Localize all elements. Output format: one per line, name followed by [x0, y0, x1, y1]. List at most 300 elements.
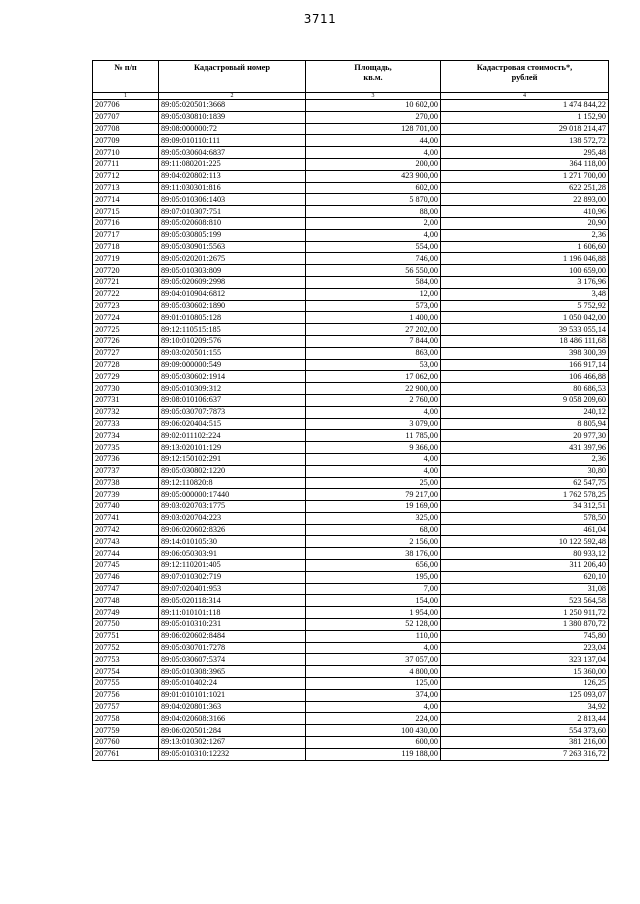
table-row [93, 571, 609, 583]
cadastral-number: 89:05:010309:312 [159, 383, 306, 395]
cadastral-value: 138 572,72 [441, 135, 609, 147]
table-row [93, 689, 609, 701]
row-index: 207711 [93, 158, 159, 170]
column-number-row [93, 93, 609, 100]
table-row [93, 536, 609, 548]
area-value: 119 188,00 [306, 748, 441, 760]
cadastral-number: 89:07:020401:953 [159, 583, 306, 595]
row-index: 207733 [93, 418, 159, 430]
cadastral-value: 2,36 [441, 453, 609, 465]
cadastral-number: 89:12:110820:8 [159, 477, 306, 489]
cadastral-number: 89:12:150102:291 [159, 453, 306, 465]
area-value: 9 366,00 [306, 442, 441, 454]
header-value-label: Кадастровая стоимость*, [476, 63, 573, 72]
cadastral-number: 89:07:010302:719 [159, 571, 306, 583]
cadastral-number: 89:05:020201:2675 [159, 253, 306, 265]
area-value: 154,00 [306, 595, 441, 607]
area-value: 554,00 [306, 241, 441, 253]
table-row [93, 135, 609, 147]
cadastral-number: 89:05:000000:17440 [159, 489, 306, 501]
cadastral-value: 125 093,07 [441, 689, 609, 701]
cadastral-number: 89:04:020608:3166 [159, 713, 306, 725]
table-row [93, 206, 609, 218]
cadastral-value: 7 263 316,72 [441, 748, 609, 760]
row-index: 207722 [93, 288, 159, 300]
cadastral-value: 364 118,00 [441, 158, 609, 170]
header-row [93, 61, 609, 93]
area-value: 7 844,00 [306, 335, 441, 347]
area-value: 863,00 [306, 347, 441, 359]
row-index: 207755 [93, 678, 159, 690]
table-row [93, 253, 609, 265]
table-row [93, 642, 609, 654]
cadastral-value-table [92, 60, 609, 761]
table-row [93, 383, 609, 395]
table-row [93, 701, 609, 713]
table-row [93, 335, 609, 347]
table-row [93, 100, 609, 112]
row-index: 207736 [93, 453, 159, 465]
table-row [93, 288, 609, 300]
page-number: 3711 [303, 12, 337, 26]
area-value: 4,00 [306, 701, 441, 713]
cadastral-value: 620,10 [441, 571, 609, 583]
cadastral-value: 745,80 [441, 630, 609, 642]
row-index: 207707 [93, 111, 159, 123]
cadastral-number: 89:05:020608:810 [159, 217, 306, 229]
cadastral-value: 9 058 209,60 [441, 394, 609, 406]
column-number: 2 [159, 93, 306, 100]
area-value: 22 900,00 [306, 383, 441, 395]
table-row [93, 678, 609, 690]
row-index: 207715 [93, 206, 159, 218]
area-value: 56 550,00 [306, 265, 441, 277]
table-row [93, 619, 609, 631]
table-row [93, 713, 609, 725]
table-row [93, 548, 609, 560]
area-value: 27 202,00 [306, 324, 441, 336]
cadastral-number: 89:06:020501:284 [159, 725, 306, 737]
row-index: 207714 [93, 194, 159, 206]
row-index: 207720 [93, 265, 159, 277]
table-row [93, 583, 609, 595]
cadastral-value: 2,36 [441, 229, 609, 241]
area-value: 1 400,00 [306, 312, 441, 324]
table-row [93, 147, 609, 159]
area-value: 17 062,00 [306, 371, 441, 383]
cadastral-value: 578,50 [441, 512, 609, 524]
column-number: 3 [306, 93, 441, 100]
cadastral-value: 80 933,12 [441, 548, 609, 560]
cadastral-number: 89:06:020404:515 [159, 418, 306, 430]
row-index: 207731 [93, 394, 159, 406]
cadastral-number: 89:05:030701:7278 [159, 642, 306, 654]
area-value: 100 430,00 [306, 725, 441, 737]
table-header [93, 61, 609, 100]
area-value: 53,00 [306, 359, 441, 371]
cadastral-value: 1 762 578,25 [441, 489, 609, 501]
table-row [93, 477, 609, 489]
row-index: 207730 [93, 383, 159, 395]
cadastral-value: 1 380 870,72 [441, 619, 609, 631]
area-value: 79 217,00 [306, 489, 441, 501]
area-value: 423 900,00 [306, 170, 441, 182]
cadastral-number: 89:11:010101:118 [159, 607, 306, 619]
area-value: 374,00 [306, 689, 441, 701]
cadastral-value: 80 686,53 [441, 383, 609, 395]
cadastral-number: 89:05:030602:1890 [159, 300, 306, 312]
header-area [306, 61, 441, 93]
cadastral-number: 89:04:010904:6812 [159, 288, 306, 300]
area-value: 200,00 [306, 158, 441, 170]
cadastral-value: 1 152,90 [441, 111, 609, 123]
header-value-unit: рублей [511, 73, 538, 82]
area-value: 4,00 [306, 642, 441, 654]
cadastral-number: 89:06:020602:8326 [159, 524, 306, 536]
row-index: 207721 [93, 276, 159, 288]
table-row [93, 595, 609, 607]
cadastral-value: 30,80 [441, 465, 609, 477]
cadastral-value: 295,48 [441, 147, 609, 159]
cadastral-value: 2 813,44 [441, 713, 609, 725]
cadastral-value: 1 050 042,00 [441, 312, 609, 324]
area-value: 128 701,00 [306, 123, 441, 135]
cadastral-number: 89:06:050303:91 [159, 548, 306, 560]
table-row [93, 430, 609, 442]
cadastral-number: 89:03:020501:155 [159, 347, 306, 359]
cadastral-value: 106 466,88 [441, 371, 609, 383]
table-row [93, 501, 609, 513]
cadastral-value: 1 474 844,22 [441, 100, 609, 112]
cadastral-value: 8 805,94 [441, 418, 609, 430]
area-value: 4,00 [306, 229, 441, 241]
row-index: 207732 [93, 406, 159, 418]
row-index: 207740 [93, 501, 159, 513]
area-value: 25,00 [306, 477, 441, 489]
table-row [93, 524, 609, 536]
cadastral-number: 89:07:010307:751 [159, 206, 306, 218]
area-value: 573,00 [306, 300, 441, 312]
row-index: 207754 [93, 666, 159, 678]
row-index: 207719 [93, 253, 159, 265]
header-index-label: № п/п [114, 63, 137, 72]
area-value: 125,00 [306, 678, 441, 690]
cadastral-value: 18 486 111,68 [441, 335, 609, 347]
area-value: 5 870,00 [306, 194, 441, 206]
cadastral-number: 89:05:020501:3668 [159, 100, 306, 112]
cadastral-value: 622 251,28 [441, 182, 609, 194]
table-row [93, 666, 609, 678]
cadastral-number: 89:08:010106:637 [159, 394, 306, 406]
row-index: 207756 [93, 689, 159, 701]
area-value: 4,00 [306, 465, 441, 477]
table-row [93, 406, 609, 418]
table-row [93, 158, 609, 170]
area-value: 4,00 [306, 147, 441, 159]
area-value: 19 169,00 [306, 501, 441, 513]
cadastral-value: 381 216,00 [441, 737, 609, 749]
cadastral-number: 89:03:020703:1775 [159, 501, 306, 513]
area-value: 11 785,00 [306, 430, 441, 442]
table-row [93, 560, 609, 572]
cadastral-value: 523 564,58 [441, 595, 609, 607]
row-index: 207760 [93, 737, 159, 749]
row-index: 207717 [93, 229, 159, 241]
row-index: 207751 [93, 630, 159, 642]
row-index: 207761 [93, 748, 159, 760]
cadastral-value: 34,92 [441, 701, 609, 713]
column-number: 4 [441, 93, 609, 100]
table-body [93, 100, 609, 761]
cadastral-number: 89:11:030301:816 [159, 182, 306, 194]
cadastral-value: 554 373,60 [441, 725, 609, 737]
area-value: 224,00 [306, 713, 441, 725]
cadastral-number: 89:05:030602:1914 [159, 371, 306, 383]
cadastral-value: 461,04 [441, 524, 609, 536]
cadastral-number: 89:10:010209:576 [159, 335, 306, 347]
row-index: 207753 [93, 654, 159, 666]
cadastral-number: 89:03:020704:223 [159, 512, 306, 524]
area-value: 4,00 [306, 453, 441, 465]
row-index: 207746 [93, 571, 159, 583]
cadastral-number: 89:08:000000:72 [159, 123, 306, 135]
area-value: 88,00 [306, 206, 441, 218]
table-row [93, 394, 609, 406]
cadastral-number: 89:01:010805:128 [159, 312, 306, 324]
cadastral-number: 89:05:030901:5563 [159, 241, 306, 253]
row-index: 207727 [93, 347, 159, 359]
row-index: 207743 [93, 536, 159, 548]
row-index: 207758 [93, 713, 159, 725]
cadastral-number: 89:11:080201:225 [159, 158, 306, 170]
cadastral-value: 1 250 911,72 [441, 607, 609, 619]
area-value: 584,00 [306, 276, 441, 288]
table-row [93, 630, 609, 642]
cadastral-number: 89:01:010101:1021 [159, 689, 306, 701]
area-value: 2 156,00 [306, 536, 441, 548]
row-index: 207752 [93, 642, 159, 654]
table-row [93, 312, 609, 324]
table-row [93, 512, 609, 524]
table-row [93, 607, 609, 619]
header-cadastral-number-label: Кадастровый номер [193, 63, 271, 72]
area-value: 38 176,00 [306, 548, 441, 560]
row-index: 207713 [93, 182, 159, 194]
area-value: 37 057,00 [306, 654, 441, 666]
row-index: 207716 [93, 217, 159, 229]
cadastral-value: 410,96 [441, 206, 609, 218]
cadastral-number: 89:05:030802:1220 [159, 465, 306, 477]
table-row [93, 371, 609, 383]
cadastral-number: 89:09:000000:549 [159, 359, 306, 371]
row-index: 207709 [93, 135, 159, 147]
table-row [93, 489, 609, 501]
cadastral-number: 89:12:110515:185 [159, 324, 306, 336]
table-row [93, 725, 609, 737]
cadastral-value: 100 659,00 [441, 265, 609, 277]
row-index: 207742 [93, 524, 159, 536]
row-index: 207747 [93, 583, 159, 595]
row-index: 207750 [93, 619, 159, 631]
cadastral-value: 398 300,39 [441, 347, 609, 359]
cadastral-value: 15 360,00 [441, 666, 609, 678]
cadastral-value: 431 397,96 [441, 442, 609, 454]
cadastral-value: 39 533 055,14 [441, 324, 609, 336]
row-index: 207718 [93, 241, 159, 253]
cadastral-number: 89:05:010303:809 [159, 265, 306, 277]
table-row [93, 170, 609, 182]
cadastral-value: 223,04 [441, 642, 609, 654]
cadastral-number: 89:09:010110:111 [159, 135, 306, 147]
row-index: 207723 [93, 300, 159, 312]
row-index: 207706 [93, 100, 159, 112]
area-value: 1 954,00 [306, 607, 441, 619]
cadastral-value: 126,25 [441, 678, 609, 690]
cadastral-number: 89:13:010302:1267 [159, 737, 306, 749]
cadastral-number: 89:05:030707:7873 [159, 406, 306, 418]
row-index: 207738 [93, 477, 159, 489]
row-index: 207739 [93, 489, 159, 501]
cadastral-value: 3 176,96 [441, 276, 609, 288]
cadastral-value: 29 018 214,47 [441, 123, 609, 135]
cadastral-value: 1 606,60 [441, 241, 609, 253]
row-index: 207724 [93, 312, 159, 324]
table-row [93, 229, 609, 241]
cadastral-value: 31,08 [441, 583, 609, 595]
row-index: 207744 [93, 548, 159, 560]
header-cadastral-number [159, 61, 306, 93]
row-index: 207759 [93, 725, 159, 737]
row-index: 207729 [93, 371, 159, 383]
table-row [93, 359, 609, 371]
cadastral-number: 89:05:010310:231 [159, 619, 306, 631]
area-value: 44,00 [306, 135, 441, 147]
cadastral-number: 89:04:020801:363 [159, 701, 306, 713]
cadastral-value: 10 122 592,48 [441, 536, 609, 548]
cadastral-number: 89:05:030810:1839 [159, 111, 306, 123]
table-row [93, 418, 609, 430]
area-value: 600,00 [306, 737, 441, 749]
cadastral-number: 89:05:010308:3965 [159, 666, 306, 678]
table-row [93, 265, 609, 277]
area-value: 746,00 [306, 253, 441, 265]
area-value: 68,00 [306, 524, 441, 536]
header-index [93, 61, 159, 93]
cadastral-value: 62 547,75 [441, 477, 609, 489]
column-number: 1 [93, 93, 159, 100]
cadastral-value: 166 917,14 [441, 359, 609, 371]
area-value: 52 128,00 [306, 619, 441, 631]
cadastral-number: 89:02:011102:224 [159, 430, 306, 442]
table-row [93, 194, 609, 206]
area-value: 10 602,00 [306, 100, 441, 112]
cadastral-number: 89:05:020609:2998 [159, 276, 306, 288]
table-row [93, 300, 609, 312]
area-value: 7,00 [306, 583, 441, 595]
table-row [93, 347, 609, 359]
cadastral-value: 20 977,30 [441, 430, 609, 442]
cadastral-value: 323 137,04 [441, 654, 609, 666]
cadastral-number: 89:05:010310:12232 [159, 748, 306, 760]
table-row [93, 654, 609, 666]
area-value: 2 760,00 [306, 394, 441, 406]
cadastral-number: 89:05:030607:5374 [159, 654, 306, 666]
area-value: 110,00 [306, 630, 441, 642]
row-index: 207737 [93, 465, 159, 477]
cadastral-number: 89:14:010105:30 [159, 536, 306, 548]
cadastral-value: 240,12 [441, 406, 609, 418]
area-value: 4 800,00 [306, 666, 441, 678]
cadastral-number: 89:05:020118:314 [159, 595, 306, 607]
cadastral-number: 89:05:030604:6837 [159, 147, 306, 159]
cadastral-value: 1 271 700,00 [441, 170, 609, 182]
row-index: 207712 [93, 170, 159, 182]
cadastral-value: 1 196 046,88 [441, 253, 609, 265]
cadastral-number: 89:05:010306:1403 [159, 194, 306, 206]
cadastral-value: 20,90 [441, 217, 609, 229]
row-index: 207734 [93, 430, 159, 442]
row-index: 207710 [93, 147, 159, 159]
row-index: 207708 [93, 123, 159, 135]
cadastral-number: 89:05:030805:199 [159, 229, 306, 241]
table-row [93, 182, 609, 194]
table-row [93, 276, 609, 288]
cadastral-value: 34 312,51 [441, 501, 609, 513]
cadastral-number: 89:05:010402:24 [159, 678, 306, 690]
cadastral-number: 89:04:020802:113 [159, 170, 306, 182]
row-index: 207757 [93, 701, 159, 713]
area-value: 4,00 [306, 406, 441, 418]
cadastral-number: 89:13:020101:129 [159, 442, 306, 454]
table-row [93, 111, 609, 123]
table-row [93, 241, 609, 253]
area-value: 656,00 [306, 560, 441, 572]
row-index: 207726 [93, 335, 159, 347]
row-index: 207745 [93, 560, 159, 572]
area-value: 12,00 [306, 288, 441, 300]
area-value: 195,00 [306, 571, 441, 583]
area-value: 2,00 [306, 217, 441, 229]
cadastral-number: 89:06:020602:8484 [159, 630, 306, 642]
area-value: 325,00 [306, 512, 441, 524]
area-value: 270,00 [306, 111, 441, 123]
header-area-label: Площадь, [354, 63, 392, 72]
header-cadastral-value [441, 61, 609, 93]
table-row [93, 465, 609, 477]
area-value: 602,00 [306, 182, 441, 194]
row-index: 207725 [93, 324, 159, 336]
table-row [93, 324, 609, 336]
table-row [93, 737, 609, 749]
row-index: 207735 [93, 442, 159, 454]
cadastral-number: 89:12:110201:405 [159, 560, 306, 572]
header-area-unit: кв.м. [363, 73, 383, 82]
table-row [93, 217, 609, 229]
table-row [93, 748, 609, 760]
row-index: 207728 [93, 359, 159, 371]
table-row [93, 123, 609, 135]
area-value: 3 079,00 [306, 418, 441, 430]
cadastral-value: 3,48 [441, 288, 609, 300]
cadastral-value: 22 893,00 [441, 194, 609, 206]
table-row [93, 442, 609, 454]
row-index: 207749 [93, 607, 159, 619]
cadastral-value: 311 206,40 [441, 560, 609, 572]
row-index: 207748 [93, 595, 159, 607]
table-row [93, 453, 609, 465]
row-index: 207741 [93, 512, 159, 524]
cadastral-value: 5 752,92 [441, 300, 609, 312]
